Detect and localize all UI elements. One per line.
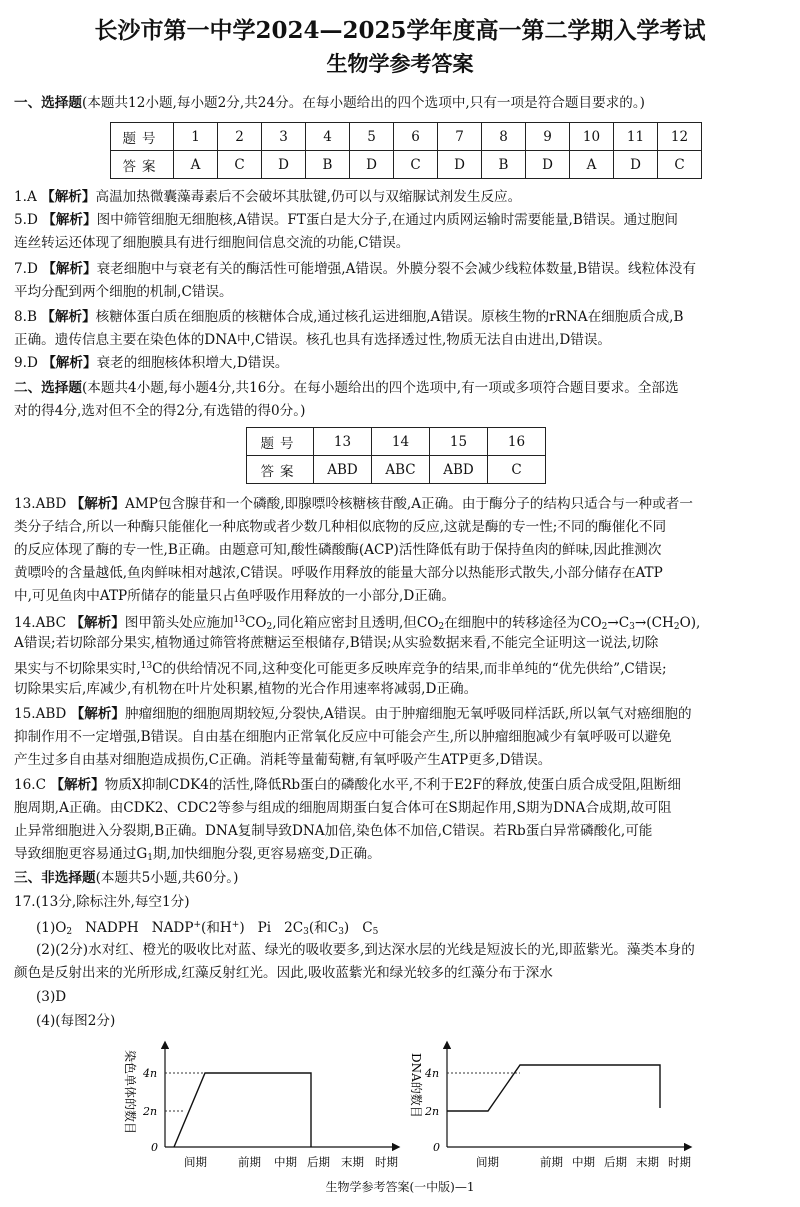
question-number-cell: 1 [174, 123, 218, 151]
question-number-cell: 15 [430, 428, 488, 456]
x-tick-prophase: 前期 [238, 1155, 261, 1169]
explanation-q8: 8.B 【解析】核糖体蛋白质在细胞质的核糖体合成,通过核孔运进细胞,A错误。原核生物的rRNA在细胞质合成,B [14, 309, 684, 325]
table-header-cell: 答案 [111, 151, 174, 179]
y-tick-4n: 4n [143, 1067, 158, 1080]
y-tick-0: 0 [151, 1141, 158, 1154]
x-tick-anaphase: 后期 [604, 1155, 627, 1169]
question-number-cell: 7 [438, 123, 482, 151]
q17-part2: (2)(2分)水对红、橙光的吸收比对蓝、绿光的吸收要多,到达深水层的光线是短波长的光,即蓝紫光。藻类本身的 [36, 942, 695, 958]
table-row-answers [247, 456, 546, 484]
answer-cell: C [488, 456, 546, 484]
x-tick-telophase: 末期 [636, 1155, 659, 1169]
page-subtitle: 生物学参考答案 [326, 52, 474, 76]
table-header-cell: 题号 [247, 428, 314, 456]
x-tick-telophase: 末期 [341, 1155, 364, 1169]
explanation-q5-cont: 连丝转运还体现了细胞膜具有进行细胞间信息交流的功能,C错误。 [14, 235, 410, 251]
answer-cell: ABD [430, 456, 488, 484]
question-number-cell: 4 [306, 123, 350, 151]
answer-cell: A [174, 151, 218, 179]
table-row-numbers [247, 428, 546, 456]
table-row-numbers [111, 123, 702, 151]
explanation-q13-line: 中,可见鱼肉中ATP所储存的能量只占鱼呼吸作用释放的一小部分,D正确。 [14, 588, 456, 604]
explanation-q16-line: 胞周期,A正确。由CDK2、CDC2等参与组成的细胞周期蛋白复合体可在S期起作用,S期为DNA合成期,故可阻 [14, 800, 672, 816]
q17-part3: (3)D [36, 989, 67, 1005]
question-number-cell: 8 [482, 123, 526, 151]
table-row-answers [111, 151, 702, 179]
x-tick-anaphase: 后期 [307, 1155, 330, 1169]
y-tick-0: 0 [433, 1141, 440, 1154]
y-axis-label: DNA的数目 [409, 1053, 423, 1118]
x-axis-label: 时期 [668, 1155, 691, 1169]
explanation-q5: 5.D 【解析】图中筛管细胞无细胞核,A错误。FT蛋白是大分子,在通过内质网运输时需要能量,B错误。通过胞间 [14, 212, 678, 228]
question-number-cell: 10 [570, 123, 614, 151]
question-number-cell: 12 [658, 123, 702, 151]
chromatid-count-graph [118, 1035, 408, 1175]
explanation-q15: 15.ABD 【解析】肿瘤细胞的细胞周期较短,分裂快,A错误。由于肿瘤细胞无氧呼吸同样活跃,所以氧气对癌细胞的 [14, 706, 692, 722]
question-number-cell: 13 [314, 428, 372, 456]
explanation-q13-line: 类分子结合,所以一种酶只能催化一种底物或者少数几种相似底物的反应,这就是酶的专一性;不同的酶催化不同 [14, 519, 667, 535]
x-tick-interphase: 间期 [476, 1155, 499, 1169]
question-number-cell: 11 [614, 123, 658, 151]
answer-cell: D [438, 151, 482, 179]
page-title: 长沙市第一中学2024—2025学年度高一第二学期入学考试 [94, 17, 706, 44]
q17-heading: 17.(13分,除标注外,每空1分) [14, 894, 190, 910]
explanation-q14-line: A错误;若切除部分果实,植物通过筛管将蔗糖运至根储存,B错误;从实验数据来看,不能完全证明这一说法,切除 [14, 635, 659, 651]
explanation-q14-line: 果实与不切除果实时,$^{13}$C的供给情况不同,这种变化可能更多反映库竞争的结果,而非单纯的“优先供给”,C错误; [14, 661, 667, 677]
explanation-q14-line: 切除果实后,库减少,有机物在叶片处积累,植物的光合作用速率将减弱,D正确。 [14, 681, 478, 697]
explanation-q7: 7.D 【解析】衰老细胞中与衰老有关的酶活性可能增强,A错误。外膜分裂不会减少线粒体数量,B错误。线粒体没有 [14, 261, 696, 277]
x-tick-prophase: 前期 [540, 1155, 563, 1169]
explanation-q14: 14.ABC 【解析】图甲箭头处应施加$^{13}CO_2$,同化箱应密封且透明,但$CO_2$在细胞中的转移途径为$CO_2\to C_3\to(CH_2O)$, [14, 615, 701, 632]
explanation-q15-line: 产生过多自由基对细胞造成损伤,C正确。消耗等量葡萄糖,有氧呼吸产生ATP更多,D错误。 [14, 752, 552, 768]
answer-cell: D [262, 151, 306, 179]
question-number-cell: 3 [262, 123, 306, 151]
answer-cell: D [526, 151, 570, 179]
y-tick-2n: 2n [143, 1105, 158, 1118]
section3-heading: 三、非选择题(本题共5小题,共60分。) [14, 870, 239, 886]
answer-cell: ABC [372, 456, 430, 484]
x-tick-interphase: 间期 [184, 1155, 207, 1169]
y-tick-2n: 2n [425, 1105, 440, 1118]
page-footer: 生物学参考答案(一中版)—1 [325, 1180, 475, 1194]
section2-note-cont: 对的得4分,选对但不全的得2分,有选错的得0分。) [14, 403, 306, 419]
question-number-cell: 14 [372, 428, 430, 456]
question-number-cell: 6 [394, 123, 438, 151]
y-tick-4n: 4n [425, 1067, 440, 1080]
question-number-cell: 5 [350, 123, 394, 151]
answer-cell: B [306, 151, 350, 179]
explanation-q16-line: 导致细胞更容易通过$G_1$期,加快细胞分裂,更容易癌变,D正确。 [14, 846, 381, 863]
answer-cell: D [614, 151, 658, 179]
dna-curve [447, 1065, 660, 1111]
answer-cell: B [482, 151, 526, 179]
q17-part1: $(1)O_2$ NADPH NADP+(和H+) Pi $2C_3$(和$C_3$) $C_5$ [36, 920, 379, 937]
answer-cell: C [218, 151, 262, 179]
explanation-q9: 9.D 【解析】衰老的细胞核体积增大,D错误。 [14, 355, 289, 371]
q17-part2-cont: 颜色是反射出来的光所形成,红藻反射红光。因此,吸收蓝紫光和绿光较多的红藻分布于深水 [14, 965, 553, 981]
explanation-q7-cont: 平均分配到两个细胞的机制,C错误。 [14, 284, 233, 300]
question-number-cell: 2 [218, 123, 262, 151]
dna-count-graph [400, 1035, 700, 1175]
explanation-q13-line: 的反应体现了酶的专一性,B正确。由题意可知,酸性磷酸酶(ACP)活性降低有助于保持鱼肉的鲜味,因此推测次 [14, 542, 662, 558]
table-header-cell: 题号 [111, 123, 174, 151]
section1-heading: 一、选择题(本题共12小题,每小题2分,共24分。在每小题给出的四个选项中,只有一项是符合题目要求的。) [14, 95, 645, 111]
question-number-cell: 9 [526, 123, 570, 151]
section2-heading: 二、选择题(本题共4小题,每小题4分,共16分。在每小题给出的四个选项中,有一项或多项符合题目要求。全部选 [14, 380, 679, 396]
explanation-q15-line: 抑制作用不一定增强,B错误。自由基在细胞内正常氧化反应中可能会产生,所以肿瘤细胞减少有氧呼吸可以避免 [14, 729, 672, 745]
answer-cell: C [658, 151, 702, 179]
explanation-q1: 1.A 【解析】高温加热微囊藻毒素后不会破坏其肽键,仍可以与双缩脲试剂发生反应。 [14, 189, 522, 205]
x-axis-label: 时期 [375, 1155, 398, 1169]
explanation-q16: 16.C 【解析】物质X抑制CDK4的活性,降低Rb蛋白的磷酸化水平,不利于E2F的释放,使蛋白质合成受阻,阻断细 [14, 777, 681, 793]
answer-cell: C [394, 151, 438, 179]
explanation-q8-cont: 正确。遗传信息主要在染色体的DNA中,C错误。核孔也具有选择透过性,物质无法自由进出,D错误。 [14, 332, 612, 348]
chromatid-curve [174, 1073, 311, 1147]
answer-table-1 [110, 122, 702, 179]
answer-cell: D [350, 151, 394, 179]
answer-table-2 [246, 427, 546, 484]
y-axis-label: 染色单体的数目 [123, 1050, 137, 1135]
answer-cell: ABD [314, 456, 372, 484]
x-tick-metaphase: 中期 [274, 1155, 297, 1169]
explanation-q13: 13.ABD 【解析】AMP包含腺苷和一个磷酸,即腺嘌呤核糖核苷酸,A正确。由于酶分子的结构只适合与一种或者一 [14, 496, 693, 512]
answer-cell: A [570, 151, 614, 179]
q17-part4: (4)(每图2分) [36, 1013, 116, 1029]
explanation-q13-line: 黄嘌呤的含量越低,鱼肉鲜味相对越浓,C错误。呼吸作用释放的能量大部分以热能形式散失,小部分储存在ATP [14, 565, 663, 581]
x-tick-metaphase: 中期 [572, 1155, 595, 1169]
explanation-q16-line: 止异常细胞进入分裂期,B正确。DNA复制导致DNA加倍,染色体不加倍,C错误。若Rb蛋白异常磷酸化,可能 [14, 823, 653, 839]
table-header-cell: 答案 [247, 456, 314, 484]
question-number-cell: 16 [488, 428, 546, 456]
